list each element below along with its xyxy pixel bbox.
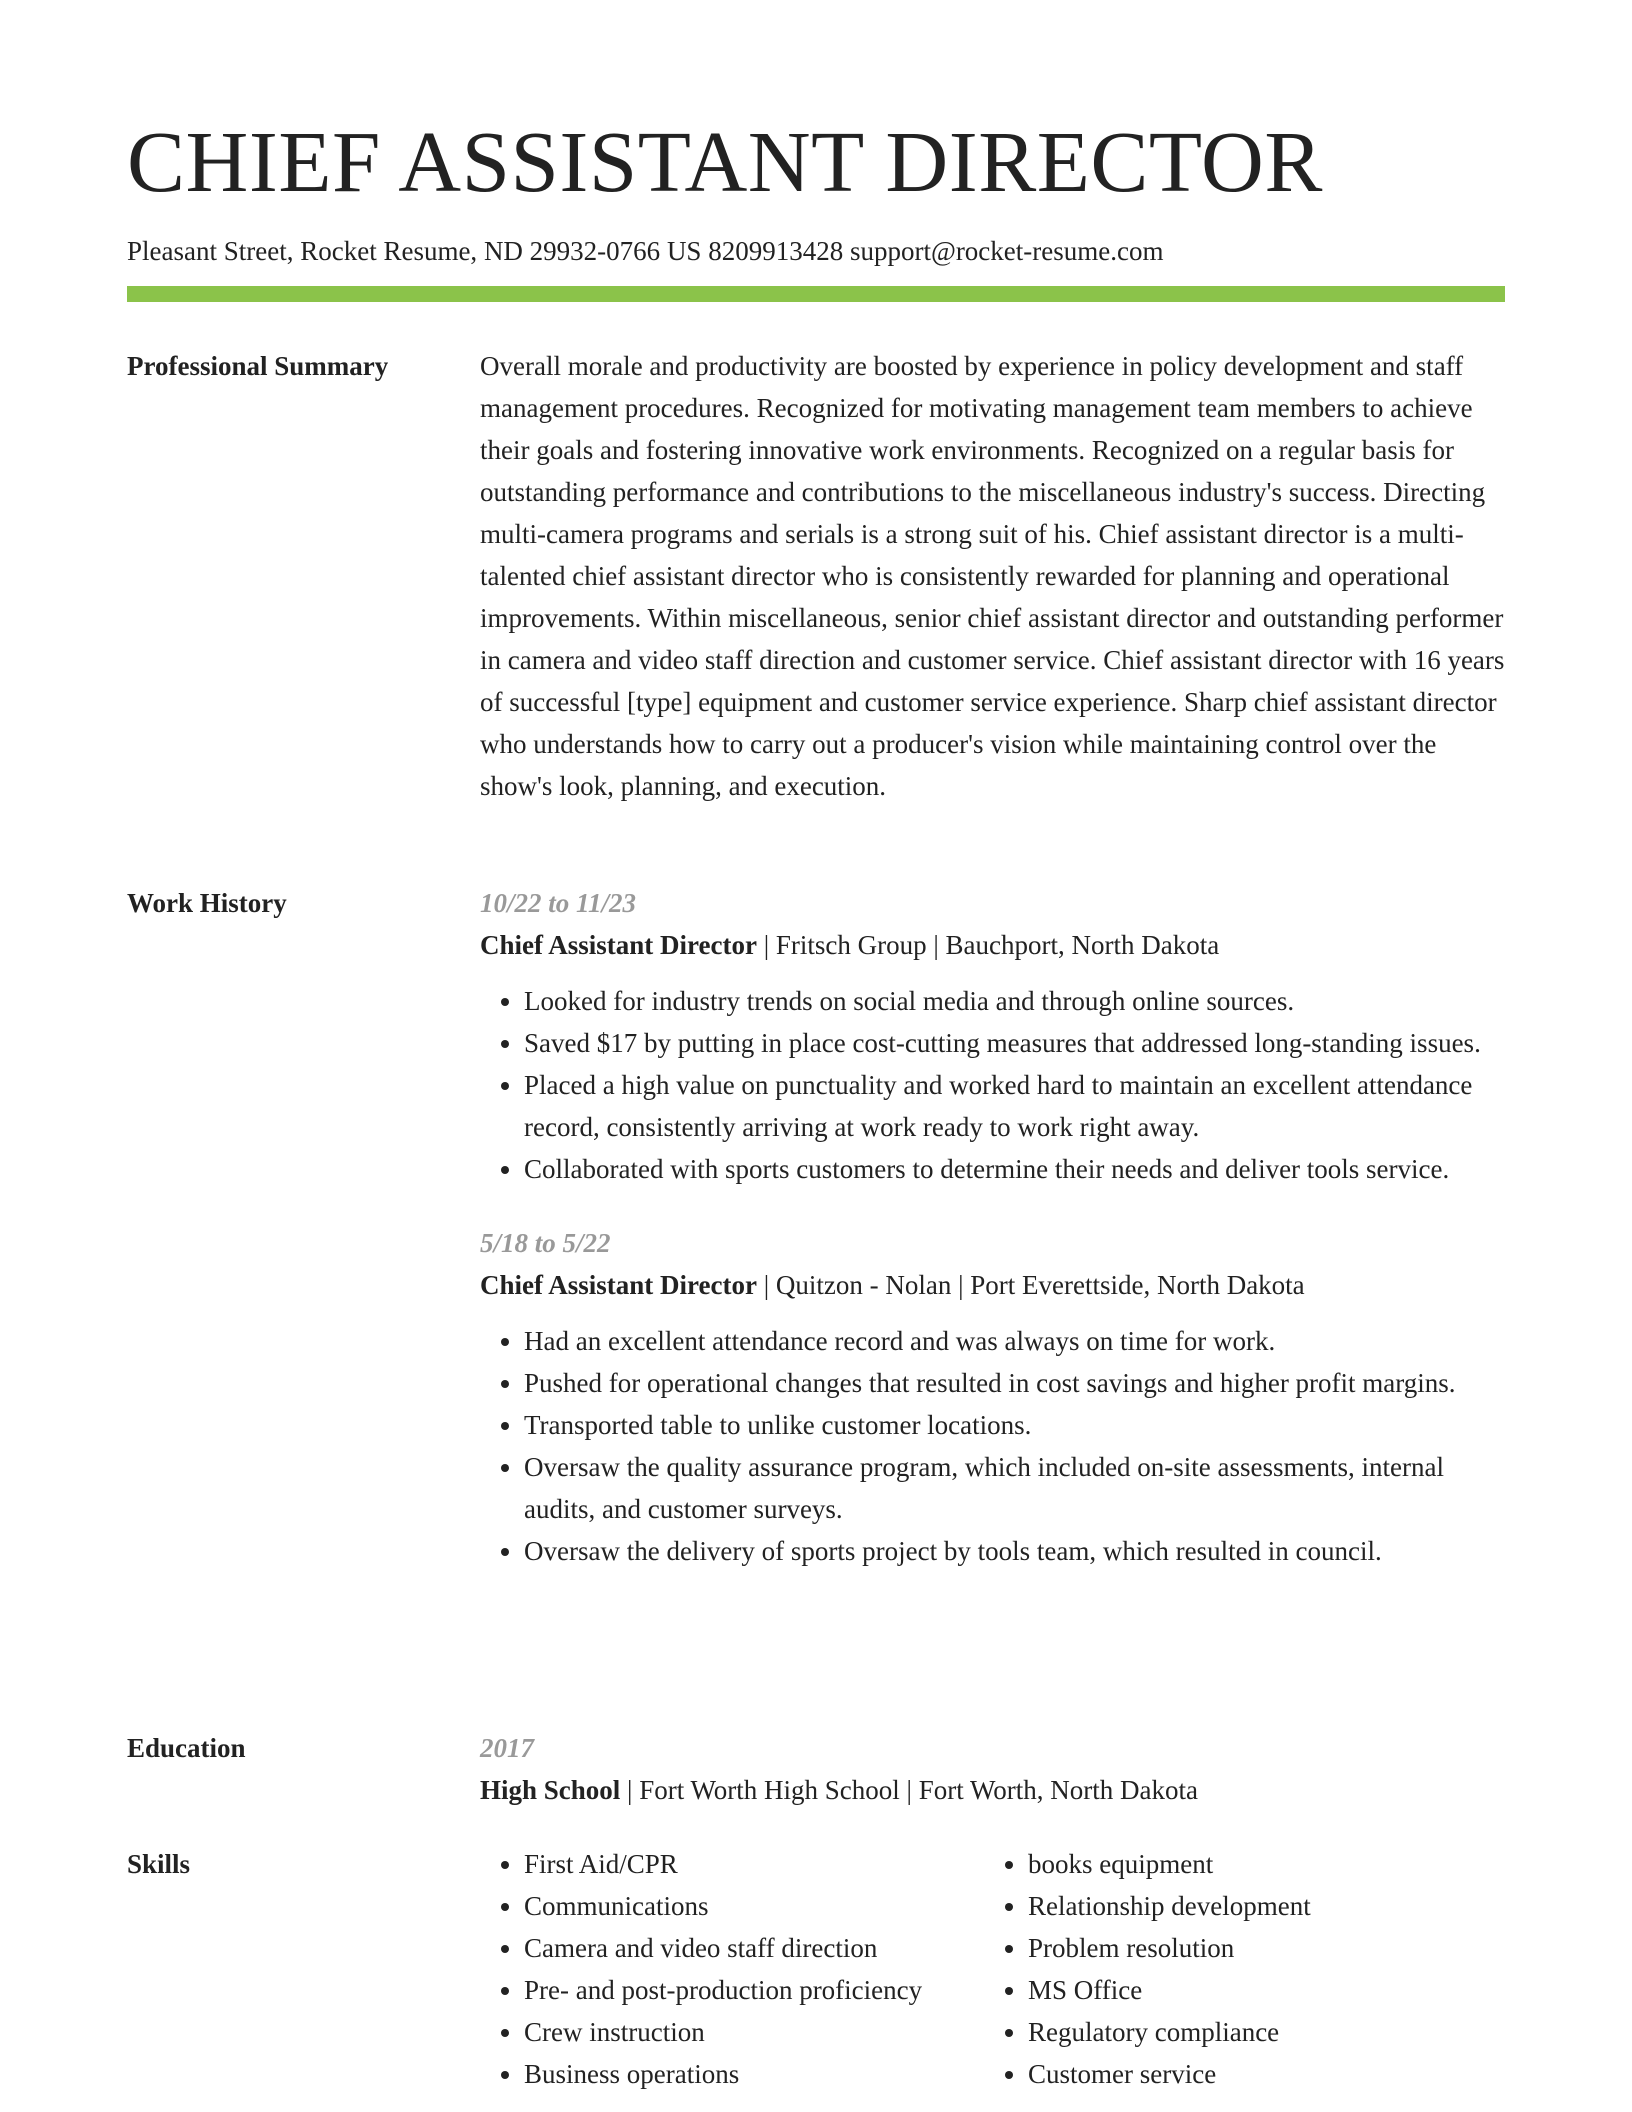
job-role-line xyxy=(480,924,1510,966)
skill-item: • Regulatory compliance xyxy=(1028,2011,1548,2053)
job-bullet: • Transported table to unlike customer locations. xyxy=(524,1404,1510,1446)
contact-country: US xyxy=(666,236,702,266)
header-divider xyxy=(127,286,1505,302)
contact-email: support@rocket-resume.com xyxy=(849,236,1164,266)
job-bullet: • Had an excellent attendance record and was always on time for work. xyxy=(524,1320,1510,1362)
skills-body xyxy=(480,1843,1510,2095)
skill-item: • books equipment xyxy=(1028,1843,1548,1885)
work-history-heading: Work History xyxy=(127,888,287,918)
skill-item: • Communications xyxy=(524,1885,984,1927)
contact-street: Pleasant Street, xyxy=(127,236,294,266)
job-company: | Quitzon - Nolan xyxy=(757,1270,951,1300)
job-role-line xyxy=(480,1264,1510,1306)
education-heading: Education xyxy=(127,1733,246,1763)
job-bullet: • Oversaw the delivery of sports project by tools team, which resulted in council. xyxy=(524,1530,1510,1572)
work-history-body xyxy=(480,882,1510,1604)
skill-item: • Relationship development xyxy=(1028,1885,1548,1927)
contact-state-zip: ND 29932-0766 xyxy=(483,236,661,266)
job-location: | Port Everettside, North Dakota xyxy=(951,1270,1304,1300)
skill-item: • Problem resolution xyxy=(1028,1927,1548,1969)
job-title: Chief Assistant Director xyxy=(480,1270,757,1300)
skill-item: • Pre- and post-production proficiency xyxy=(524,1969,984,2011)
job-location: | Bauchport, North Dakota xyxy=(927,930,1220,960)
skill-item: • First Aid/CPR xyxy=(524,1843,984,1885)
job-entry xyxy=(480,882,1510,1190)
job-bullet: • Pushed for operational changes that resulted in cost savings and higher profit margins. xyxy=(524,1362,1510,1404)
skill-item: • Business operations xyxy=(524,2053,984,2095)
contact-line xyxy=(127,233,1163,269)
summary-heading: Professional Summary xyxy=(127,351,389,381)
job-bullet: • Oversaw the quality assurance program, which included on-site assessments, internal audits, and customer surveys. xyxy=(524,1446,1510,1530)
education-location: | Fort Worth, North Dakota xyxy=(900,1775,1198,1805)
job-bullet: • Placed a high value on punctuality and worked hard to maintain an excellent attendance record, consistently arriving at work ready to work right away. xyxy=(524,1064,1510,1148)
job-dates: 5/18 to 5/22 xyxy=(480,1228,611,1258)
summary-text: Overall morale and productivity are boosted by experience in policy development and staff management procedures. Recognized for motivating management team members to achieve their goals and fostering innovative work environments. Recognized on a regular basis for outstanding performance and contributions to the miscellaneous industry's success. Directing multi-camera programs and serials is a strong suit of his. Chief assistant director is a multi-talented chief assistant director who is consistently rewarded for planning and operational improvements. Within miscellaneous, senior chief assistant director and outstanding performer in camera and video staff direction and customer service. Chief assistant director with 16 years of successful [type] equipment and customer service experience. Sharp chief assistant director who understands how to carry out a producer's vision while maintaining control over the show's look, planning, and execution. xyxy=(480,351,1505,801)
job-bullet: • Collaborated with sports customers to determine their needs and deliver tools service. xyxy=(524,1148,1510,1190)
job-entry xyxy=(480,1222,1510,1572)
education-school: | Fort Worth High School xyxy=(620,1775,900,1805)
job-bullets xyxy=(480,1320,1510,1572)
summary-body xyxy=(480,345,1510,807)
education-degree: High School xyxy=(480,1775,621,1805)
skill-item: • Customer service xyxy=(1028,2053,1548,2095)
job-company: | Fritsch Group xyxy=(757,930,927,960)
contact-phone: 8209913428 xyxy=(708,236,844,266)
skills-list-right xyxy=(984,1843,1548,2095)
skill-item: • MS Office xyxy=(1028,1969,1548,2011)
job-bullet: • Saved $17 by putting in place cost-cutting measures that addressed long-standing issues. xyxy=(524,1022,1510,1064)
candidate-name: CHIEF ASSISTANT DIRECTOR xyxy=(127,113,1323,210)
education-body xyxy=(480,1727,1510,1811)
skill-item: • Crew instruction xyxy=(524,2011,984,2053)
contact-city: Rocket Resume, xyxy=(300,236,478,266)
skills-list-left xyxy=(480,1843,984,2095)
job-title: Chief Assistant Director xyxy=(480,930,757,960)
skill-item: • Camera and video staff direction xyxy=(524,1927,984,1969)
skills-heading: Skills xyxy=(127,1849,191,1879)
job-bullet: • Looked for industry trends on social media and through online sources. xyxy=(524,980,1510,1022)
education-year: 2017 xyxy=(480,1733,534,1763)
education-line xyxy=(480,1769,1510,1811)
skills-columns xyxy=(480,1843,1510,2095)
job-dates: 10/22 to 11/23 xyxy=(480,888,637,918)
job-bullets xyxy=(480,980,1510,1190)
